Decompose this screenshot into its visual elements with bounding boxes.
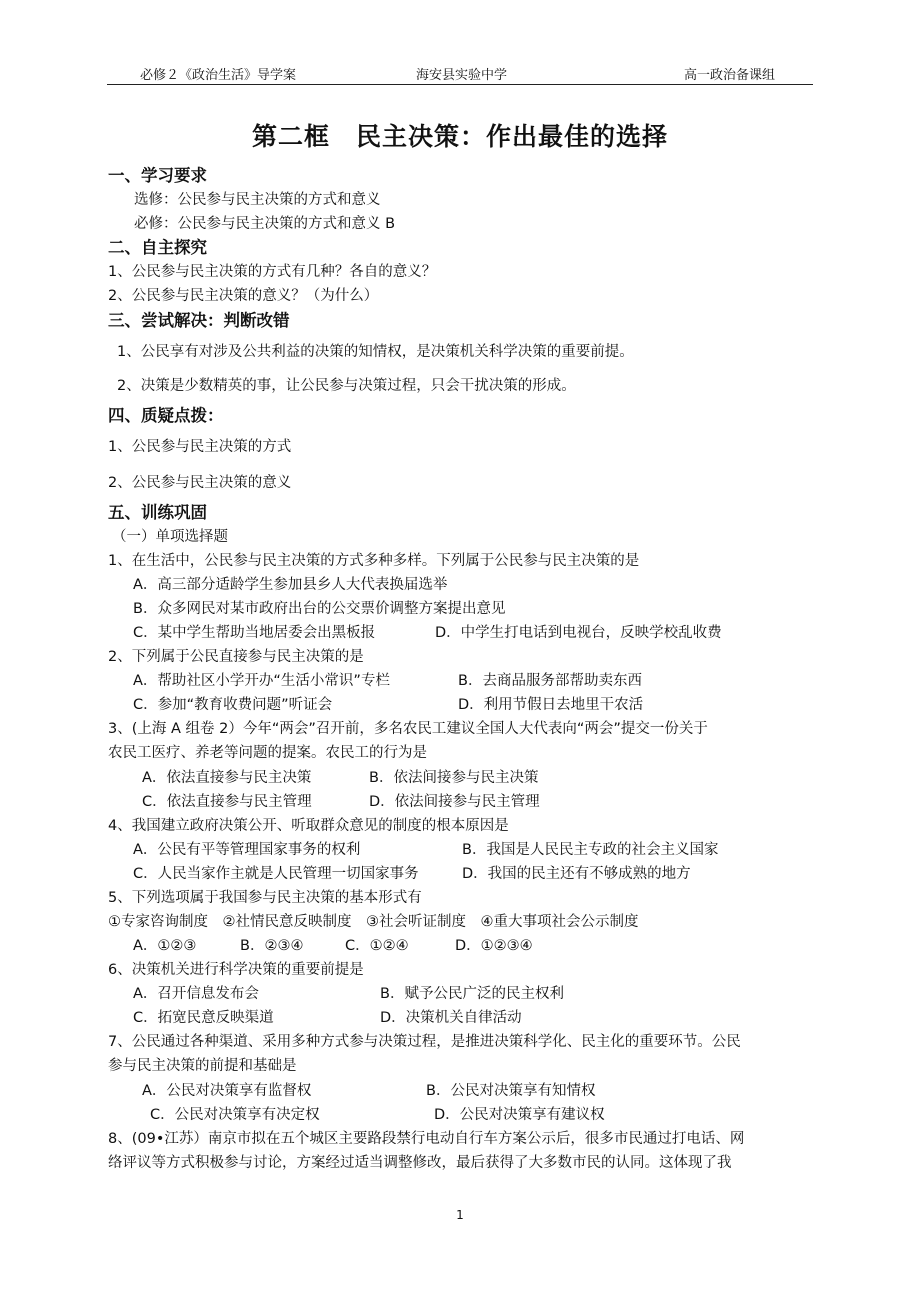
q6-option-c: C．拓宽民意反映渠道 (133, 1010, 274, 1026)
q7-stem-line-1: 7、公民通过各种渠道、采用多种方式参与决策过程，是推进决策科学化、民主化的重要环节。公民 (108, 1034, 741, 1050)
q7-stem-line-2: 参与民主决策的前提和基础是 (108, 1058, 297, 1074)
section-3-heading: 三、尝试解决：判断改错 (108, 311, 290, 330)
section-1-heading: 一、学习要求 (108, 166, 207, 185)
q5-option-c: C．①②④ (345, 938, 409, 954)
q6-option-b: B．赋予公民广泛的民主权利 (380, 986, 564, 1002)
q6-option-d: D．决策机关自律活动 (380, 1010, 522, 1026)
q1-option-d: D．中学生打电话到电视台，反映学校乱收费 (435, 625, 722, 641)
q2-option-d: D．利用节假日去地里干农活 (458, 697, 644, 713)
q6-stem: 6、决策机关进行科学决策的重要前提是 (108, 962, 364, 978)
s3-line-1: 1、公民享有对涉及公共利益的决策的知情权，是决策机关科学决策的重要前提。 (117, 344, 634, 360)
q2-option-a: A．帮助社区小学开办“生活小常识”专栏 (133, 673, 390, 689)
s2-line-1: 1、公民参与民主决策的方式有几种？各自的意义？ (108, 264, 437, 280)
q7-option-d: D．公民对决策享有建议权 (434, 1107, 605, 1123)
header-left: 必修２《政治生活》导学案 (140, 68, 297, 83)
header-center: 海安县实验中学 (416, 68, 508, 83)
section-4-heading: 四、质疑点拨： (108, 406, 224, 425)
q3-option-b: B．依法间接参与民主决策 (369, 770, 539, 786)
s5-subheading: （一）单项选择题 (112, 529, 228, 545)
q2-stem: 2、下列属于公民直接参与民主决策的是 (108, 649, 364, 665)
q4-option-b: B．我国是人民民主专政的社会主义国家 (462, 842, 719, 858)
q1-stem: 1、在生活中，公民参与民主决策的方式多种多样。下列属于公民参与民主决策的是 (108, 553, 640, 569)
section-5-heading: 五、训练巩固 (108, 503, 207, 522)
q5-stem: 5、下列选项属于我国参与民主决策的基本形式有 (108, 890, 422, 906)
header-right: 高一政治备课组 (684, 68, 776, 83)
q8-stem-line-2: 络评议等方式积极参与讨论，方案经过适当调整修改，最后获得了大多数市民的认同。这体现了我 (108, 1155, 732, 1171)
q2-option-b: B．去商品服务部帮助卖东西 (458, 673, 642, 689)
q1-option-a: A．高三部分适龄学生参加县乡人大代表换届选举 (133, 577, 448, 593)
s1-line-1: 选修：公民参与民主决策的方式和意义 (134, 192, 381, 208)
section-2-heading: 二、自主探究 (108, 238, 207, 257)
s1-line-2: 必修：公民参与民主决策的方式和意义 B (134, 216, 396, 232)
q5-option-d: D．①②③④ (455, 938, 533, 954)
q3-stem-line-2: 农民工医疗、养老等问题的提案。农民工的行为是 (108, 745, 427, 761)
s4-line-2: 2、公民参与民主决策的意义 (108, 475, 292, 491)
q7-option-c: C．公民对决策享有决定权 (150, 1107, 320, 1123)
q1-option-c: C．某中学生帮助当地居委会出黑板报 (133, 625, 376, 641)
q8-stem-line-1: 8、(09•江苏）南京市拟在五个城区主要路段禁行电动自行车方案公示后，很多市民通过打电话、网 (108, 1131, 745, 1147)
q6-option-a: A．召开信息发布会 (133, 986, 259, 1002)
q4-stem: 4、我国建立政府决策公开、听取群众意见的制度的根本原因是 (108, 818, 509, 834)
q7-option-b: B．公民对决策享有知情权 (426, 1083, 596, 1099)
q4-option-c: C．人民当家作主就是人民管理一切国家事务 (133, 866, 419, 882)
s3-line-2: 2、决策是少数精英的事，让公民参与决策过程，只会干扰决策的形成。 (117, 378, 576, 394)
q3-option-d: D．依法间接参与民主管理 (369, 794, 540, 810)
q3-stem-line-1: 3、(上海 A 组卷 2）今年“两会”召开前，多名农民工建议全国人大代表向“两会”提交一份关于 (108, 721, 708, 737)
q5-items: ①专家咨询制度 ②社情民意反映制度 ③社会听证制度 ④重大事项社会公示制度 (108, 914, 639, 930)
q2-option-c: C．参加“教育收费问题”听证会 (133, 697, 333, 713)
q7-option-a: A．公民对决策享有监督权 (142, 1083, 312, 1099)
page-number: 1 (456, 1208, 464, 1222)
header-rule (107, 84, 813, 85)
q3-option-a: A．依法直接参与民主决策 (142, 770, 312, 786)
q3-option-c: C．依法直接参与民主管理 (142, 794, 312, 810)
q5-option-b: B．②③④ (240, 938, 304, 954)
q4-option-d: D．我国的民主还有不够成熟的地方 (462, 866, 691, 882)
page-title: 第二框 民主决策：作出最佳的选择 (251, 122, 668, 151)
q4-option-a: A．公民有平等管理国家事务的权利 (133, 842, 361, 858)
s2-line-2: 2、公民参与民主决策的意义？（为什么） (108, 288, 379, 304)
q1-option-b: B．众多网民对某市政府出台的公交票价调整方案提出意见 (133, 601, 506, 617)
q5-option-a: A．①②③ (133, 938, 197, 954)
s4-line-1: 1、公民参与民主决策的方式 (108, 439, 292, 455)
